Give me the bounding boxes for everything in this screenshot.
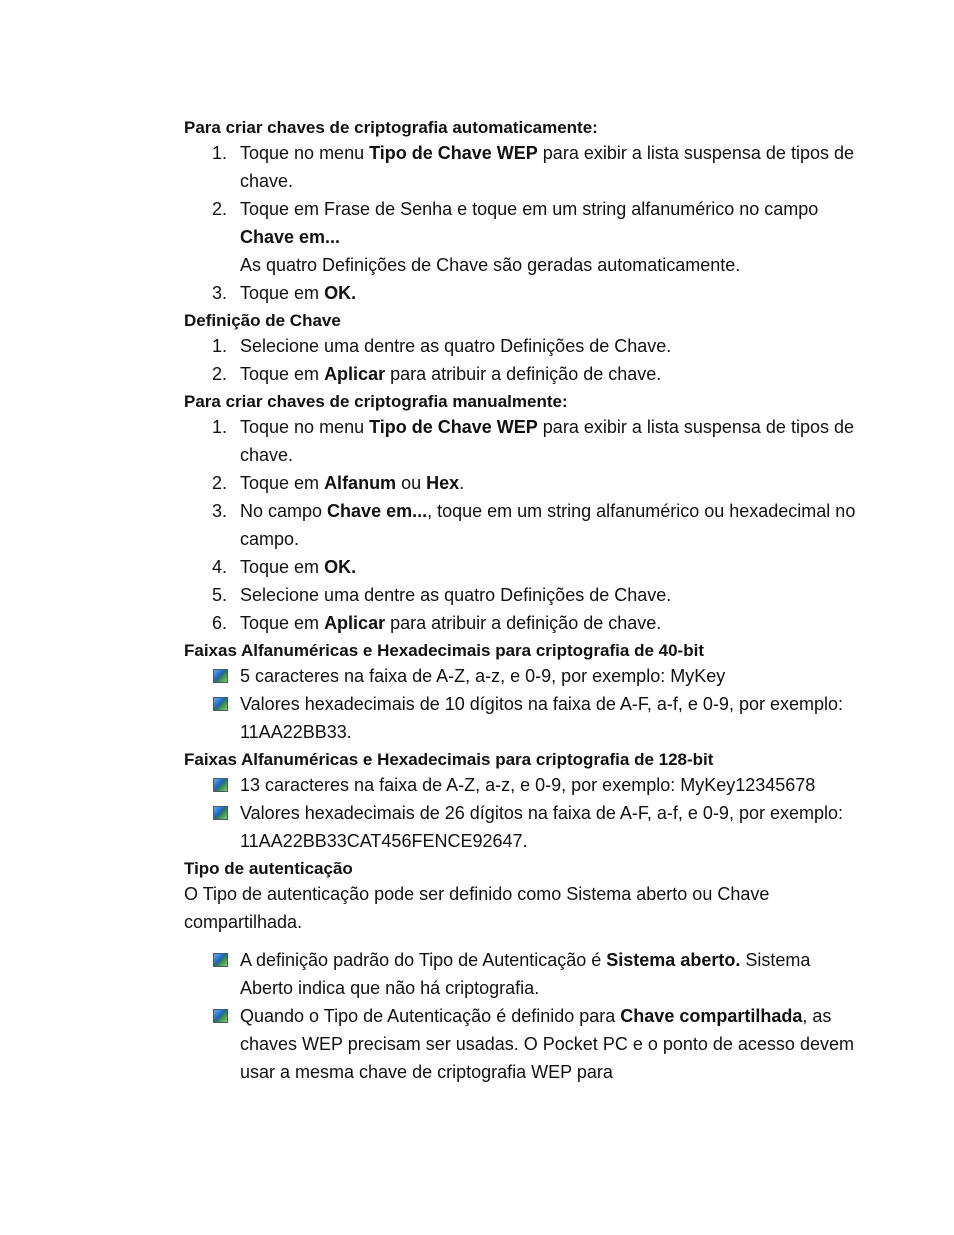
manual-step-3: 3. No campo Chave em..., toque em um string alfanumérico ou hexadecimal no campo. <box>212 501 856 549</box>
manual-step-6: 6. Toque em Aplicar para atribuir a definição de chave. <box>212 613 662 633</box>
manual-step-1: 1. Toque no menu Tipo de Chave WEP para exibir a lista suspensa de tipos de chave. <box>212 417 854 465</box>
key-definition-heading: Definição de Chave <box>184 311 341 330</box>
auto-step-1: 1. Toque no menu Tipo de Chave WEP para exibir a lista suspensa de tipos de chave. <box>212 143 854 191</box>
bit40-list <box>184 662 864 746</box>
bit128-heading: Faixas Alfanuméricas e Hexadecimais para criptografia de 128-bit <box>184 750 714 769</box>
list-item: 13 caracteres na faixa de A-Z, a-z, e 0-9, por exemplo: MyKey12345678 <box>184 771 864 799</box>
list-item: 5 caracteres na faixa de A-Z, a-z, e 0-9, por exemplo: MyKey <box>184 662 864 690</box>
auth-intro: O Tipo de autenticação pode ser definido como Sistema aberto ou Chave compartilhada. <box>184 884 770 932</box>
auth-list <box>184 946 864 1086</box>
list-item: A definição padrão do Tipo de Autenticação é Sistema aberto. Sistema Aberto indica que não há criptografia. <box>184 946 864 1002</box>
document-page <box>184 114 864 1086</box>
manual-step-4: 4. Toque em OK. <box>212 557 357 577</box>
auto-steps <box>184 139 864 307</box>
bullet-icon <box>213 778 228 792</box>
auto-heading: Para criar chaves de criptografia automaticamente: <box>184 118 598 137</box>
def-step-1: 1. Selecione uma dentre as quatro Definições de Chave. <box>212 336 672 356</box>
auto-step-2: 2. Toque em Frase de Senha e toque em um string alfanumérico no campo Chave em... As quatro Definições de Chave são geradas automaticamente. <box>212 199 819 275</box>
list-item: Valores hexadecimais de 10 dígitos na faixa de A-F, a-f, e 0-9, por exemplo: 11AA22BB33. <box>184 690 864 746</box>
manual-step-5: 5. Selecione uma dentre as quatro Definições de Chave. <box>212 585 672 605</box>
bullet-icon <box>213 806 228 820</box>
manual-steps <box>184 413 864 637</box>
def-step-2: 2. Toque em Aplicar para atribuir a definição de chave. <box>212 364 662 384</box>
auto-step-3: 3. Toque em OK. <box>212 283 357 303</box>
list-item: Valores hexadecimais de 26 dígitos na faixa de A-F, a-f, e 0-9, por exemplo: 11AA22BB33CAT456FENCE92647. <box>184 799 864 855</box>
list-item: Quando o Tipo de Autenticação é definido para Chave compartilhada, as chaves WEP precisam ser usadas. O Pocket PC e o ponto de acesso devem usar a mesma chave de criptografia WEP para <box>184 1002 864 1086</box>
manual-step-2: 2. Toque em Alfanum ou Hex. <box>212 473 465 493</box>
bullet-icon <box>213 669 228 683</box>
bullet-icon <box>213 1009 228 1023</box>
key-definition-steps <box>184 332 864 388</box>
bullet-icon <box>213 697 228 711</box>
bullet-icon <box>213 953 228 967</box>
bit128-list <box>184 771 864 855</box>
auth-heading: Tipo de autenticação <box>184 859 353 878</box>
bit40-heading: Faixas Alfanuméricas e Hexadecimais para criptografia de 40-bit <box>184 641 704 660</box>
manual-heading: Para criar chaves de criptografia manualmente: <box>184 392 568 411</box>
auto-step-2-note: As quatro Definições de Chave são geradas automaticamente. <box>240 255 741 275</box>
